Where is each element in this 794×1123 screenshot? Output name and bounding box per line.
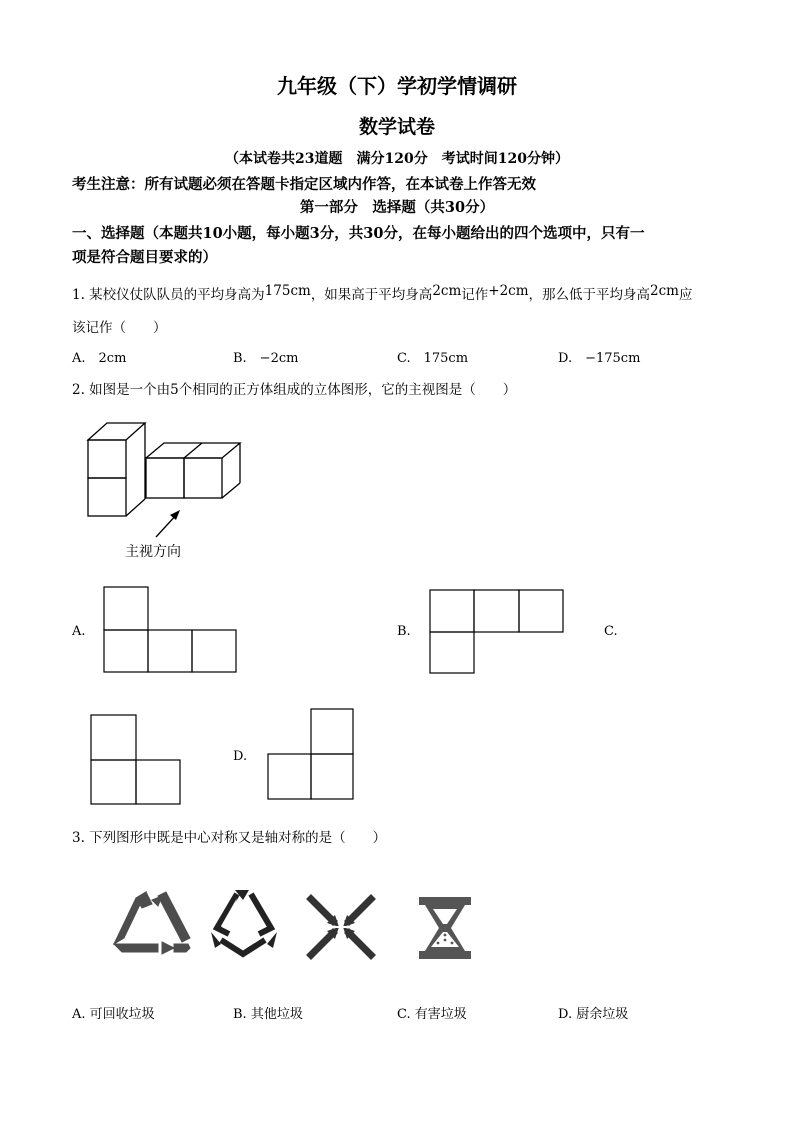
- q1-text-c: 记作: [461, 287, 489, 303]
- q1-value-plus: +2cm: [488, 283, 529, 299]
- q1-option-b[interactable]: B. −2cm: [233, 351, 299, 366]
- q2-option-c-figure[interactable]: [90, 714, 182, 806]
- q2-option-d-label[interactable]: D.: [233, 749, 248, 764]
- q3-option-c[interactable]: C. 有害垃圾: [397, 1007, 467, 1022]
- other-waste-icon[interactable]: [207, 888, 281, 962]
- q1-text-a: 1. 某校仪仗队队员的平均身高为: [72, 287, 265, 303]
- q1-value-above: 2cm: [432, 283, 462, 299]
- hazardous-waste-icon[interactable]: [305, 895, 377, 959]
- exam-info: （本试卷共23道题 满分120分 考试时间120分钟）: [225, 151, 569, 167]
- arrow-direction-icon: [150, 505, 190, 541]
- kitchen-waste-icon[interactable]: [417, 895, 473, 961]
- recyclable-icon[interactable]: [112, 890, 192, 956]
- q3-option-a[interactable]: A. 可回收垃圾: [72, 1007, 155, 1022]
- question-1-line1: [72, 283, 692, 303]
- part-title: 第一部分 选择题（共30分）: [299, 199, 495, 216]
- q2-option-d-figure[interactable]: [267, 708, 357, 802]
- q1-text-b: ，如果高于平均身高: [310, 287, 433, 303]
- section-instruction-line1: 一、选择题（本题共10小题，每小题3分，共30分，在每小题给出的四个选项中，只有一: [72, 225, 645, 242]
- q2-option-c-label[interactable]: C.: [604, 624, 618, 639]
- q2-option-b-figure[interactable]: [429, 589, 567, 675]
- question-3-stem: 3. 下列图形中既是中心对称又是轴对称的是（ ）: [72, 830, 387, 846]
- q1-text-d: ，那么低于平均身高: [528, 287, 651, 303]
- exam-title: 九年级（下）学初学情调研: [277, 74, 517, 98]
- section-instruction-line2: 项是符合题目要求的）: [72, 249, 217, 266]
- q3-option-b[interactable]: B. 其他垃圾: [233, 1007, 303, 1022]
- q3-option-d[interactable]: D. 厨余垃圾: [558, 1007, 629, 1022]
- q2-option-a-label[interactable]: A.: [72, 624, 86, 639]
- question-1-line2: 该记作（ ）: [72, 320, 167, 336]
- q2-option-a-figure[interactable]: [103, 586, 239, 674]
- q1-option-a[interactable]: A. 2cm: [72, 351, 127, 366]
- question-2-stem: 2. 如图是一个由5个相同的正方体组成的立体图形，它的主视图是（ ）: [72, 382, 517, 398]
- q1-text-e: 应: [678, 287, 693, 303]
- direction-label: 主视方向: [125, 544, 181, 560]
- q1-option-c[interactable]: C. 175cm: [397, 351, 469, 366]
- q1-option-d[interactable]: D. −175cm: [558, 351, 641, 366]
- q1-value-below: 2cm: [650, 283, 679, 299]
- q1-value-height: 175cm: [264, 283, 311, 299]
- exam-subtitle: 数学试卷: [358, 116, 435, 138]
- exam-notice: 考生注意：所有试题必须在答题卡指定区域内作答，在本试卷上作答无效: [72, 176, 536, 193]
- q2-option-b-label[interactable]: B.: [397, 624, 411, 639]
